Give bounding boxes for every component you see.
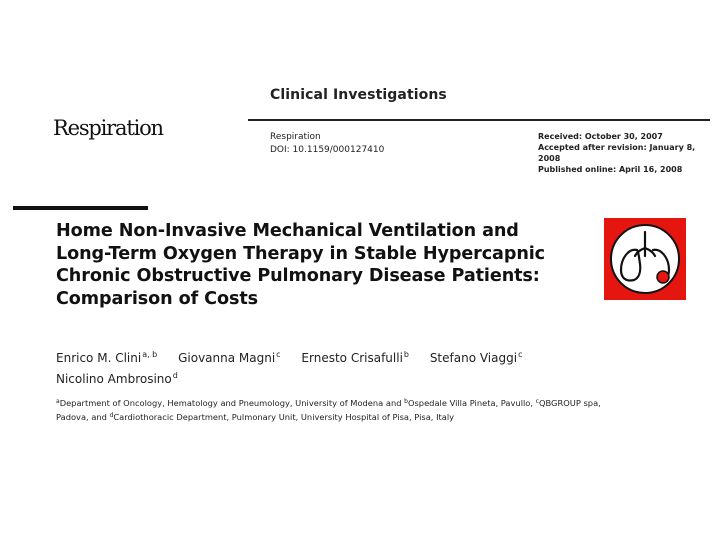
header-divider [248, 119, 710, 121]
affiliation-mark: b [404, 398, 408, 405]
author [178, 351, 280, 365]
journal-name: Respiration [270, 132, 321, 142]
journal-logo: Respiration [53, 116, 163, 140]
title-line: Long-Term Oxygen Therapy in Stable Hypercapnic [56, 243, 546, 264]
affiliation-text: QBGROUP spa, Padova, and [56, 398, 601, 422]
author [430, 351, 523, 365]
author [56, 372, 178, 386]
lungs-logo-icon [604, 218, 686, 300]
author-affiliation-mark: d [172, 371, 178, 380]
author-name: Ernesto Crisafulli [301, 351, 403, 365]
author-affiliation-mark: c [518, 350, 523, 359]
accepted-date: Accepted after revision: January 8, 2008 [538, 143, 696, 163]
affiliation-mark: a [56, 398, 60, 405]
author-name: Nicolino Ambrosino [56, 372, 172, 386]
journal-meta [270, 131, 384, 157]
author-name: Stefano Viaggi [429, 351, 518, 365]
affiliations [56, 396, 616, 423]
published-date: Published online: April 16, 2008 [538, 165, 683, 174]
author-affiliation-mark: c [276, 350, 281, 359]
received-date: Received: October 30, 2007 [538, 132, 663, 141]
author-affiliation-mark: a, b [142, 350, 158, 359]
author-list [56, 346, 576, 388]
affiliation-mark: d [109, 411, 114, 419]
author-name: Giovanna Magni [178, 351, 276, 365]
affiliation-text: Ospedale Villa Pineta, Pavullo, [407, 398, 534, 408]
title-line: Comparison of Costs [56, 288, 259, 309]
author [301, 351, 409, 365]
publication-dates [538, 131, 720, 175]
title-line: Home Non-Invasive Mechanical Ventilation and [56, 221, 519, 241]
author-affiliation-mark: b [403, 350, 409, 359]
affiliation-text: Department of Oncology, Hematology and Pneumology, University of Modena and [59, 398, 402, 408]
affiliation-mark: c [535, 398, 539, 405]
affiliation-text: Cardiothoracic Department, Pulmonary Unit, University Hospital of Pisa, Pisa, Italy [113, 411, 455, 422]
article-title [56, 220, 596, 310]
author-name: Enrico M. Clini [56, 351, 142, 365]
section-label: Clinical Investigations [270, 87, 447, 103]
doi: DOI: 10.1159/000127410 [270, 145, 385, 155]
title-accent-bar [13, 206, 148, 210]
author [56, 351, 157, 365]
title-line: Chronic Obstructive Pulmonary Disease Patients: [56, 266, 540, 286]
